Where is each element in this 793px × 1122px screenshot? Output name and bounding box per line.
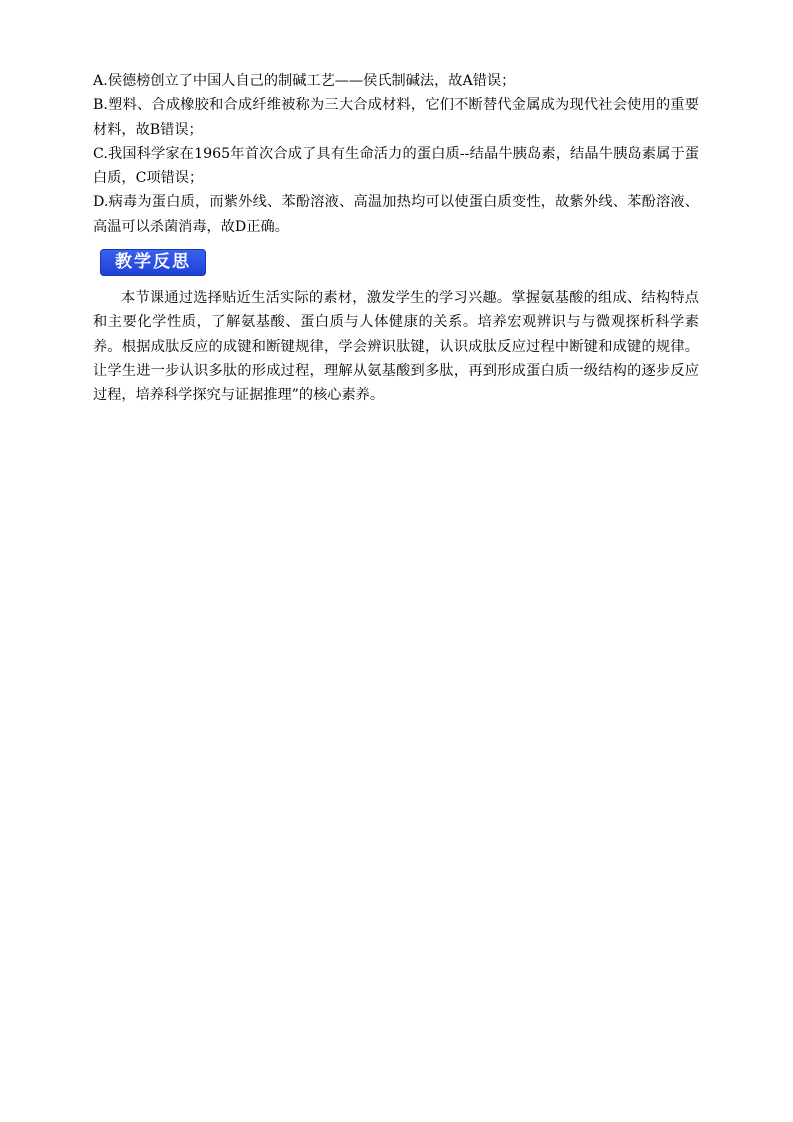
section-heading-badge [100, 249, 206, 276]
answer-a: A.侯德榜创立了中国人自己的制碱工艺——侯氏制碱法，故A错误； [93, 73, 516, 89]
answer-c: C.我国科学家在1965年首次合成了具有生命活力的蛋白质--结晶牛胰岛素，结晶牛胰岛素属于蛋白质，C项错误； [93, 145, 699, 187]
section-heading-title: 教学反思 [115, 252, 191, 273]
answer-d: D.病毒为蛋白质，而紫外线、苯酚溶液、高温加热均可以使蛋白质变性，故紫外线、苯酚溶液、高温可以杀菌消毒，故D正确。 [93, 194, 699, 235]
document-body [93, 69, 699, 408]
reflection-paragraph: 本节课通过选择贴近生活实际的素材，激发学生的学习兴趣。掌握氨基酸的组成、结构特点和主要化学性质，了解氨基酸、蛋白质与人体健康的关系。培养宏观辨识与与微观探析科学素养。根据成肽反应的成键和断键规律，学会辨识肽键，认识成肽反应过程中断键和成键的规律。让学生进一步认识多肽的形成过程，理解从氨基酸到多肽，再到形成蛋白质一级结构的逐步反应过程，培养科学探究与证据推理”的核心素养。 [93, 290, 699, 404]
answer-b: B.塑料、合成橡胶和合成纤维被称为三大合成材料，它们不断替代金属成为现代社会使用的重要材料，故B错误； [93, 97, 699, 138]
